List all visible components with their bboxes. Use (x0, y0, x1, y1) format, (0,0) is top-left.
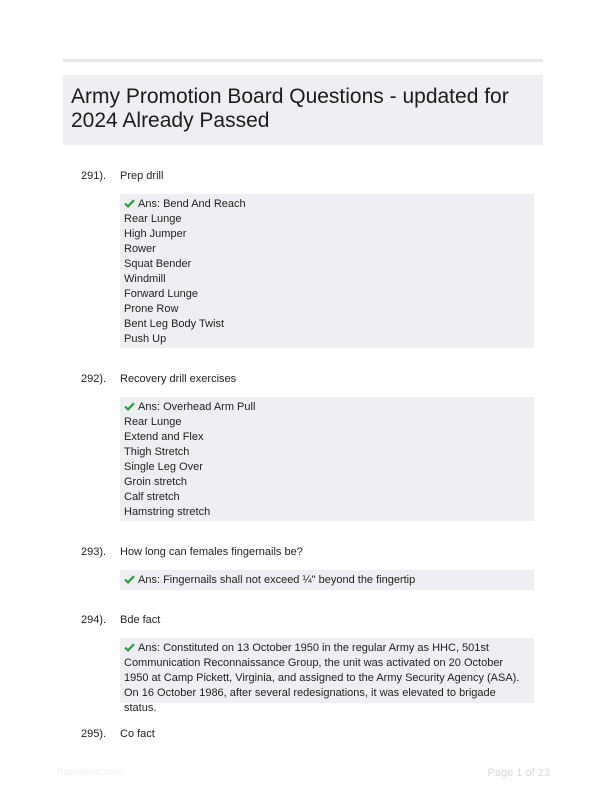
answer-extra-line: Push Up (124, 333, 167, 345)
check-icon (124, 402, 135, 411)
answer-extra-line: Rear Lunge (124, 213, 182, 225)
question-number: 294). (81, 614, 107, 626)
answer-extra-line: Squat Bender (124, 258, 192, 270)
answer-extra-line: Calf stretch (124, 491, 180, 503)
question-number: 293). (81, 546, 107, 558)
answer-extra-line: Extend and Flex (124, 431, 204, 443)
answer-text: Ans: Constituted on 13 October 1950 in the regular Army as HHC, 501st Communication Reconnaissance Group, the unit was activated on 20 October 1950 at Camp Pickett, Virginia, and assigned to the Army Security Agency (ASA). On 16 October 1986, after several redesignations, it was elevated to brigade status. (124, 642, 520, 714)
page-title: Army Promotion Board Questions - updated for 2024 Already Passed (71, 85, 509, 132)
question-text: Co fact (120, 728, 155, 740)
answer-extra-line: Rear Lunge (124, 416, 182, 428)
check-icon (124, 643, 135, 652)
question-text: Prep drill (120, 170, 164, 182)
page-number: Page 1 of 23 (487, 767, 550, 779)
answer-extra-line: High Jumper (124, 228, 187, 240)
answer-text: Ans: Overhead Arm Pull (138, 401, 256, 413)
answer-box (120, 570, 534, 590)
answer-line (124, 573, 530, 588)
answer-box (120, 397, 534, 521)
answer-text: Ans: Fingernails shall not exceed ¼" beyond the fingertip (138, 574, 416, 586)
question-text: Bde fact (120, 614, 161, 626)
answer-extra-line: Rower (124, 243, 156, 255)
footer-watermark: Paperlibic.com (57, 767, 123, 778)
answer-extra-line: Bent Leg Body Twist (124, 318, 225, 330)
check-icon (124, 199, 135, 208)
answer-extra-line: Groin stretch (124, 476, 187, 488)
check-icon (124, 575, 135, 584)
answer-extra-line: Single Leg Over (124, 461, 203, 473)
answer-box (120, 638, 534, 714)
question-number: 291). (81, 170, 107, 182)
answer-text: Ans: Bend And Reach (138, 198, 246, 210)
answer-extra-line: Prone Row (124, 303, 179, 315)
answer-extra-line: Windmill (124, 273, 166, 285)
answer-paragraph (124, 641, 530, 716)
answer-box (120, 194, 534, 348)
title-banner (63, 75, 543, 145)
answer-extra-line: Thigh Stretch (124, 446, 190, 458)
question-text: Recovery drill exercises (120, 373, 237, 385)
answer-extra-line: Hamstring stretch (124, 506, 211, 518)
answer-line (124, 400, 530, 415)
question-number: 295). (81, 728, 107, 740)
question-text: How long can females fingernails be? (120, 546, 303, 558)
question-number: 292). (81, 373, 107, 385)
answer-extra-line: Forward Lunge (124, 288, 198, 300)
top-divider (63, 59, 543, 62)
answer-line (124, 197, 530, 212)
